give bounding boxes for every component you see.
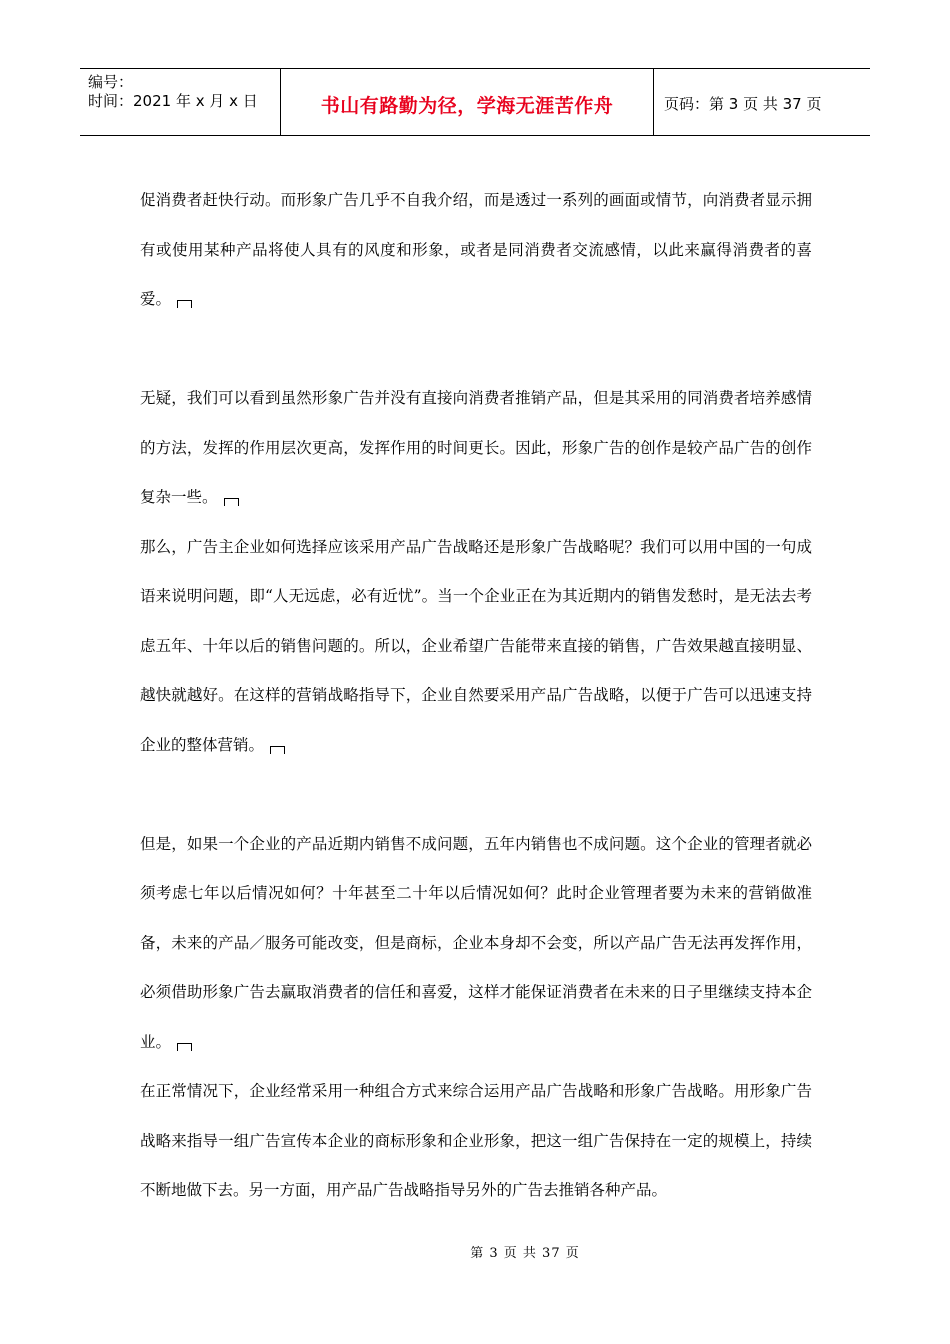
document-body (140, 176, 812, 1216)
header-motto: 书山有路勤为径，学海无涯苦作舟 (281, 69, 654, 135)
paragraph-text: 在正常情况下，企业经常采用一种组合方式来综合运用产品广告战略和形象广告战略。用形象广告战略来指导一组广告宣传本企业的商标形象和企业形象，把这一组广告保持在一定的规模上，持续不断地做下去。另一方面，用产品广告战略指导另外的广告去推销各种产品。 (140, 1082, 812, 1199)
paragraph-mark-icon (177, 1043, 192, 1051)
header-meta-cell (80, 69, 281, 135)
paragraph-mark-icon (270, 746, 285, 754)
paragraph-mark-icon (177, 300, 192, 308)
paragraph-text: 促消费者赶快行动。而形象广告几乎不自我介绍，而是透过一系列的画面或情节，向消费者显示拥有或使用某种产品将使人具有的风度和形象，或者是同消费者交流感情，以此来赢得消费者的喜爱。 (140, 191, 812, 308)
page-footer: 第 3 页 共 37 页 (470, 1246, 580, 1261)
paragraph-3 (140, 523, 812, 771)
paragraph-text: 那么，广告主企业如何选择应该采用产品广告战略还是形象广告战略呢？我们可以用中国的一句成语来说明问题，即“人无远虑，必有近忧”。当一个企业正在为其近期内的销售发愁时，是无法去考虑五年、十年以后的销售问题的。所以，企业希望广告能带来直接的销售，广告效果越直接明显、越快就越好。在这样的营销战略指导下，企业自然要采用产品广告战略，以便于广告可以迅速支持企业的整体营销。 (140, 537, 812, 754)
paragraph-mark-icon (224, 498, 239, 506)
paragraph-1 (140, 176, 812, 325)
paragraph-5 (140, 1067, 812, 1216)
paragraph-text: 但是，如果一个企业的产品近期内销售不成问题，五年内销售也不成问题。这个企业的管理者就必须考虑七年以后情况如何？十年甚至二十年以后情况如何？此时企业管理者要为未来的营销做准备，未来的产品／服务可能改变，但是商标，企业本身却不会变，所以产品广告无法再发挥作用，必须借助形象广告去赢取消费者的信任和喜爱，这样才能保证消费者在未来的日子里继续支持本企业。 (140, 834, 812, 1051)
document-date-label: 时间：2021 年 x 月 x 日 (88, 92, 258, 110)
document-number-label: 编号： (88, 73, 134, 91)
paragraph-2 (140, 374, 812, 523)
paragraph-4 (140, 820, 812, 1068)
paragraph-text: 无疑，我们可以看到虽然形象广告并没有直接向消费者推销产品，但是其采用的同消费者培养感情的方法，发挥的作用层次更高，发挥作用的时间更长。因此，形象广告的创作是较产品广告的创作复杂一些。 (140, 389, 812, 506)
page-header (80, 68, 870, 136)
header-page-info: 页码：第 3 页 共 37 页 (664, 94, 822, 113)
